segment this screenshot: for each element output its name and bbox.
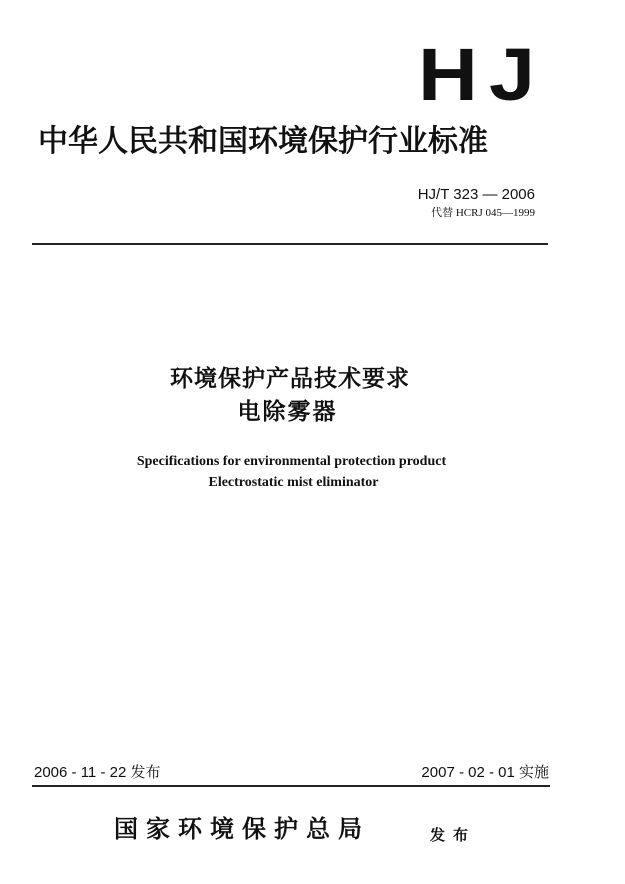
chinese-title-line-2: 电除雾器: [237, 399, 338, 425]
replaces-standard: 代替 HCRJ 045—1999: [431, 207, 535, 219]
english-title-line-2: Electrostatic mist eliminator: [208, 475, 379, 490]
implementation-date: 2007 - 02 - 01 实施: [421, 764, 549, 781]
header-divider: [32, 243, 548, 245]
footer-divider: [32, 785, 550, 787]
publisher-name: 国家环境保护总局: [114, 814, 370, 843]
hj-logo: HJ: [418, 33, 547, 116]
org-title: 中华人民共和国环境保护行业标准: [38, 124, 488, 159]
chinese-title-line-1: 环境保护产品技术要求: [170, 366, 410, 392]
standard-number: HJ/T 323 — 2006: [417, 186, 535, 203]
publish-label: 发布: [430, 826, 477, 844]
english-title-line-1: Specifications for environmental protection product: [136, 454, 447, 469]
issue-date: 2006 - 11 - 22 发布: [34, 764, 161, 781]
